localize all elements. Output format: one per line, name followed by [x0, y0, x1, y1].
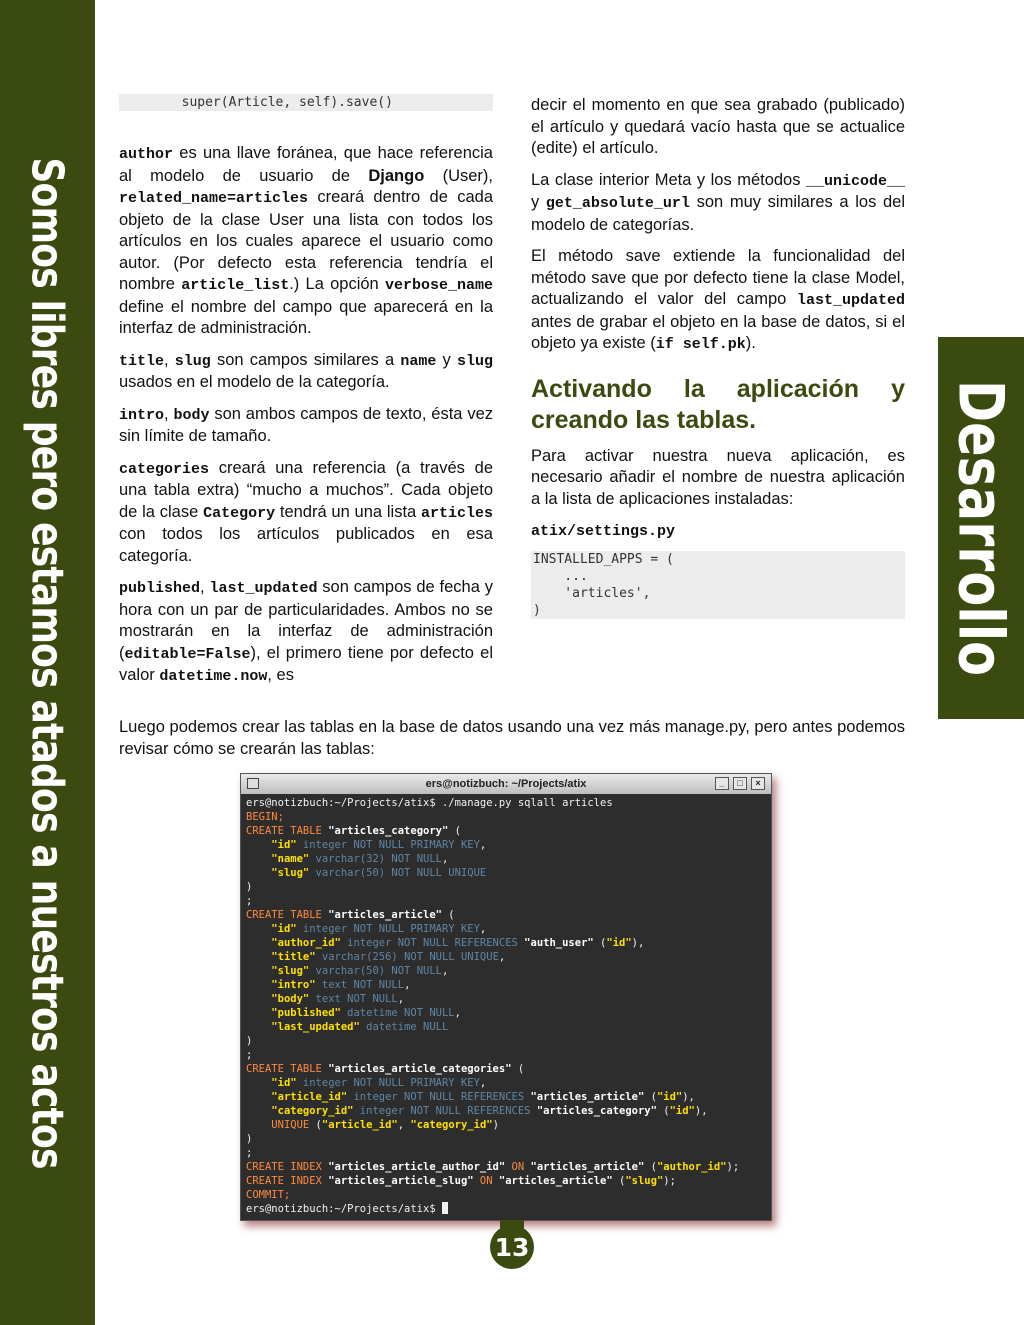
terminal-line: [246, 894, 766, 908]
terminal-cursor: [442, 1202, 448, 1214]
close-icon[interactable]: ×: [751, 777, 765, 790]
paragraph-activate: Para activar nuestra nueva aplicación, es necesario añadir el nombre de nuestra aplicación a la lista de aplicaciones instaladas:: [531, 446, 905, 508]
terminal-token: "name": [271, 853, 310, 865]
terminal-token: "articles_article": [328, 909, 442, 921]
terminal-line: [246, 810, 766, 824]
terminal-token: COMMIT;: [246, 1189, 291, 1201]
terminal-token: "slug": [271, 965, 310, 977]
terminal-token: ): [492, 1119, 499, 1131]
terminal-token: "author_id": [656, 1161, 727, 1173]
terminal-token: varchar(32) NOT NULL: [309, 853, 442, 865]
maximize-icon[interactable]: □: [733, 777, 747, 790]
terminal-token: "articles_category": [536, 1105, 657, 1117]
terminal-token: "id": [656, 1091, 683, 1103]
right-column: [531, 95, 905, 619]
paragraph-published: published, last_updated son campos de fecha y hora con un par de particularidades. Ambos no se mostrarán en la interfaz de administración (editable=False), el primero tiene por defecto el valor datetime.now, es: [119, 578, 493, 685]
terminal-token: ,: [479, 839, 487, 851]
terminal-line: [246, 1118, 766, 1132]
settings-code-block: [531, 551, 905, 619]
terminal-token: ,: [397, 993, 405, 1005]
terminal-token: ): [246, 1133, 253, 1145]
terminal-line: [246, 1062, 766, 1076]
terminal-token: datetime NULL: [359, 1021, 449, 1033]
terminal-token: ,: [442, 965, 449, 977]
terminal-token: datetime NOT NULL: [340, 1007, 455, 1019]
terminal-token: (: [448, 825, 461, 837]
terminal-token: varchar(256) NOT NULL UNIQUE: [315, 951, 499, 963]
terminal-token: ,: [397, 1119, 411, 1131]
minimize-icon[interactable]: _: [715, 777, 729, 790]
terminal-line: [246, 922, 766, 936]
terminal-token: ,: [442, 853, 449, 865]
terminal-line: [246, 1020, 766, 1034]
terminal-line: [246, 1132, 766, 1146]
paragraph-title-slug: title, slug son campos similares a name y slug usados en el modelo de la categoría.: [119, 350, 493, 391]
terminal-token: "id": [271, 1077, 297, 1089]
terminal-token: );: [663, 1175, 676, 1187]
terminal-token: "author_id": [271, 937, 341, 949]
terminal-token: (: [644, 1161, 657, 1173]
terminal-token: "id": [271, 839, 297, 851]
terminal-line: [246, 824, 766, 838]
terminal-line: [246, 1090, 766, 1104]
paragraph-author: author es una llave foránea, que hace referencia al modelo de usuario de Django (User), related_name=articles creará dentro de cada objeto de la clase User una lista con todos los artículos en los cuales aparece el usuario como autor. (Por defecto esta referencia tendría el nombre article_list.) La opción verbose_name define el nombre del campo que aparecerá en la interfaz de administración.: [119, 144, 494, 337]
section-tab-text: Desarrollo: [944, 379, 1018, 677]
terminal-token: "category_id": [410, 1119, 493, 1131]
terminal-token: ON: [505, 1161, 531, 1173]
terminal-token: "published": [271, 1007, 341, 1019]
terminal-token: ): [246, 1035, 253, 1047]
terminal-token: "articles_article_slug": [328, 1175, 474, 1187]
terminal-line: [246, 880, 766, 894]
terminal-token: "articles_article_author_id": [328, 1161, 506, 1173]
terminal-token: "category_id": [271, 1105, 354, 1117]
terminal-token: ),: [682, 1091, 695, 1103]
paragraph-intro-body: intro, body son ambos campos de texto, ésta vez sin límite de tamaño.: [119, 404, 493, 445]
terminal-token: "body": [271, 993, 310, 1005]
terminal-line: [246, 964, 766, 978]
terminal-token: [246, 853, 271, 865]
window-menu-icon[interactable]: [247, 778, 259, 789]
terminal-token: [246, 1077, 271, 1089]
terminal-token: ),: [694, 1105, 708, 1117]
terminal-token: integer NOT NULL PRIMARY KEY: [296, 839, 480, 851]
terminal-token: "auth_user": [524, 937, 594, 949]
terminal-token: integer NOT NULL REFERENCES: [353, 1105, 537, 1117]
terminal-token: CREATE INDEX: [246, 1175, 329, 1187]
terminal-token: ,: [404, 979, 411, 991]
left-banner-text: Somos libres pero estamos atados a nuestros actos: [21, 157, 73, 1169]
terminal-line: [246, 838, 766, 852]
section-tab: [938, 337, 1024, 719]
terminal-line: [246, 1006, 766, 1020]
terminal-token: ers@notizbuch:~/Projects/atix$ ./manage.py sqlall articles: [246, 797, 613, 809]
terminal-token: (: [309, 1119, 322, 1131]
full-width-paragraph: Luego podemos crear las tablas en la base de datos usando una vez más manage.py, pero antes podemos revisar cómo se crearán las tablas:: [119, 718, 905, 758]
left-column: [119, 94, 493, 698]
terminal-line: [246, 1146, 766, 1160]
terminal-token: [246, 979, 271, 991]
terminal-token: "id": [271, 923, 297, 935]
terminal-line: [246, 1034, 766, 1048]
terminal-token: [246, 1119, 271, 1131]
terminal-token: integer NOT NULL PRIMARY KEY: [296, 923, 480, 935]
terminal-token: (: [593, 937, 607, 949]
terminal-line: [246, 908, 766, 922]
terminal-token: "articles_article_categories": [328, 1063, 512, 1075]
terminal-token: ON: [473, 1175, 499, 1187]
terminal-token: varchar(50) NOT NULL UNIQUE: [309, 867, 487, 879]
terminal-token: text NOT NULL: [315, 979, 405, 991]
terminal-token: varchar(50) NOT NULL: [309, 965, 442, 977]
terminal-token: ;: [246, 1049, 253, 1061]
terminal-token: ,: [454, 1007, 461, 1019]
terminal-line: [246, 1160, 766, 1174]
terminal-token: [246, 1091, 271, 1103]
terminal-token: "articles_category": [328, 825, 449, 837]
left-banner: [0, 0, 95, 1325]
terminal-output[interactable]: [241, 794, 771, 1218]
code-line: ...: [533, 568, 588, 584]
terminal-token: "intro": [271, 979, 316, 991]
terminal-token: ;: [246, 895, 253, 907]
terminal-token: (: [511, 1063, 525, 1075]
terminal-titlebar: [241, 774, 771, 794]
terminal-token: "article_id": [271, 1091, 348, 1103]
terminal-token: integer NOT NULL REFERENCES: [347, 1091, 531, 1103]
terminal-token: [246, 1007, 271, 1019]
terminal-token: (: [441, 909, 455, 921]
terminal-line: [246, 1202, 766, 1216]
terminal-token: [246, 923, 271, 935]
terminal-token: CREATE TABLE: [246, 909, 329, 921]
terminal-token: [246, 1021, 271, 1033]
terminal-line: [246, 866, 766, 880]
terminal-line: [246, 1048, 766, 1062]
section-heading: Activando la aplicación y creando las tablas.: [531, 374, 905, 434]
terminal-line: [246, 796, 766, 810]
terminal-token: [246, 867, 271, 879]
terminal-token: ),: [631, 937, 645, 949]
terminal-token: );: [726, 1161, 740, 1173]
terminal-token: (: [644, 1091, 657, 1103]
terminal-line: [246, 1188, 766, 1202]
terminal-line: [246, 992, 766, 1006]
terminal-line: [246, 1104, 766, 1118]
settings-filename: atix/settings.py: [531, 523, 676, 540]
code-line: ): [533, 602, 541, 618]
terminal-token: ;: [246, 1147, 253, 1159]
paragraph-categories: categories creará una referencia (a través de una tabla extra) “mucho a muchos”. Cada objeto de la clase Category tendrá un una lista articles con todos los artículos publicados en esa categoría.: [119, 458, 494, 565]
terminal-token: "slug": [625, 1175, 664, 1187]
terminal-token: "last_updated": [271, 1021, 360, 1033]
terminal-token: UNIQUE: [271, 1119, 310, 1131]
code-line: INSTALLED_APPS = (: [533, 551, 674, 567]
paragraph-meta: La clase interior Meta y los métodos __unicode__ y get_absolute_url son muy similares a los del modelo de categorías.: [531, 170, 905, 234]
terminal-token: "title": [271, 951, 316, 963]
code-line: 'articles',: [533, 585, 651, 601]
terminal-token: CREATE TABLE: [246, 1063, 329, 1075]
terminal-line: [246, 852, 766, 866]
terminal-token: ): [246, 881, 253, 893]
terminal-token: ,: [498, 951, 506, 963]
terminal-token: "id": [606, 937, 632, 949]
terminal-token: (: [656, 1105, 670, 1117]
terminal-token: integer NOT NULL REFERENCES: [340, 937, 525, 949]
terminal-token: "article_id": [321, 1119, 398, 1131]
terminal-token: [246, 951, 271, 963]
terminal-token: [246, 965, 271, 977]
paragraph-save: El método save extiende la funcionalidad del método save que por defecto tiene la clase Model, actualizando el valor del campo last_updated antes de grabar el objeto en la base de datos, si el objeto ya existe (if self.pk).: [531, 247, 905, 353]
terminal-token: integer NOT NULL PRIMARY KEY: [296, 1077, 480, 1089]
page-number: 13: [494, 1233, 530, 1262]
terminal-token: BEGIN;: [246, 811, 284, 823]
terminal-token: ers@notizbuch:~/Projects/atix$: [246, 1203, 442, 1215]
terminal-token: CREATE INDEX: [246, 1161, 329, 1173]
terminal-token: text NOT NULL: [309, 993, 398, 1005]
terminal-title: ers@notizbuch: ~/Projects/atix: [425, 778, 587, 790]
terminal-token: "articles_article": [530, 1091, 645, 1103]
terminal-line: [246, 1174, 766, 1188]
code-snippet-top: super(Article, self).save(): [119, 94, 493, 111]
terminal-token: [246, 839, 271, 851]
terminal-token: "id": [669, 1105, 695, 1117]
terminal-line: [246, 936, 766, 950]
terminal-line: [246, 1076, 766, 1090]
terminal-token: [246, 937, 271, 949]
terminal-token: ,: [479, 923, 487, 935]
paragraph-continued: decir el momento en que sea grabado (publicado) el artículo y quedará vacío hasta que se actualice (edite) el artículo.: [531, 96, 905, 157]
page-number-badge: [487, 1220, 537, 1270]
terminal-token: CREATE TABLE: [246, 825, 329, 837]
terminal-line: [246, 978, 766, 992]
terminal-token: [246, 993, 271, 1005]
terminal-line: [246, 950, 766, 964]
terminal-token: (: [612, 1175, 626, 1187]
terminal-token: ,: [479, 1077, 487, 1089]
terminal-token: [246, 1105, 271, 1117]
terminal-token: "articles_article": [530, 1161, 645, 1173]
terminal-token: "articles_article": [498, 1175, 613, 1187]
terminal-window: [240, 773, 772, 1221]
terminal-token: "slug": [271, 867, 310, 879]
